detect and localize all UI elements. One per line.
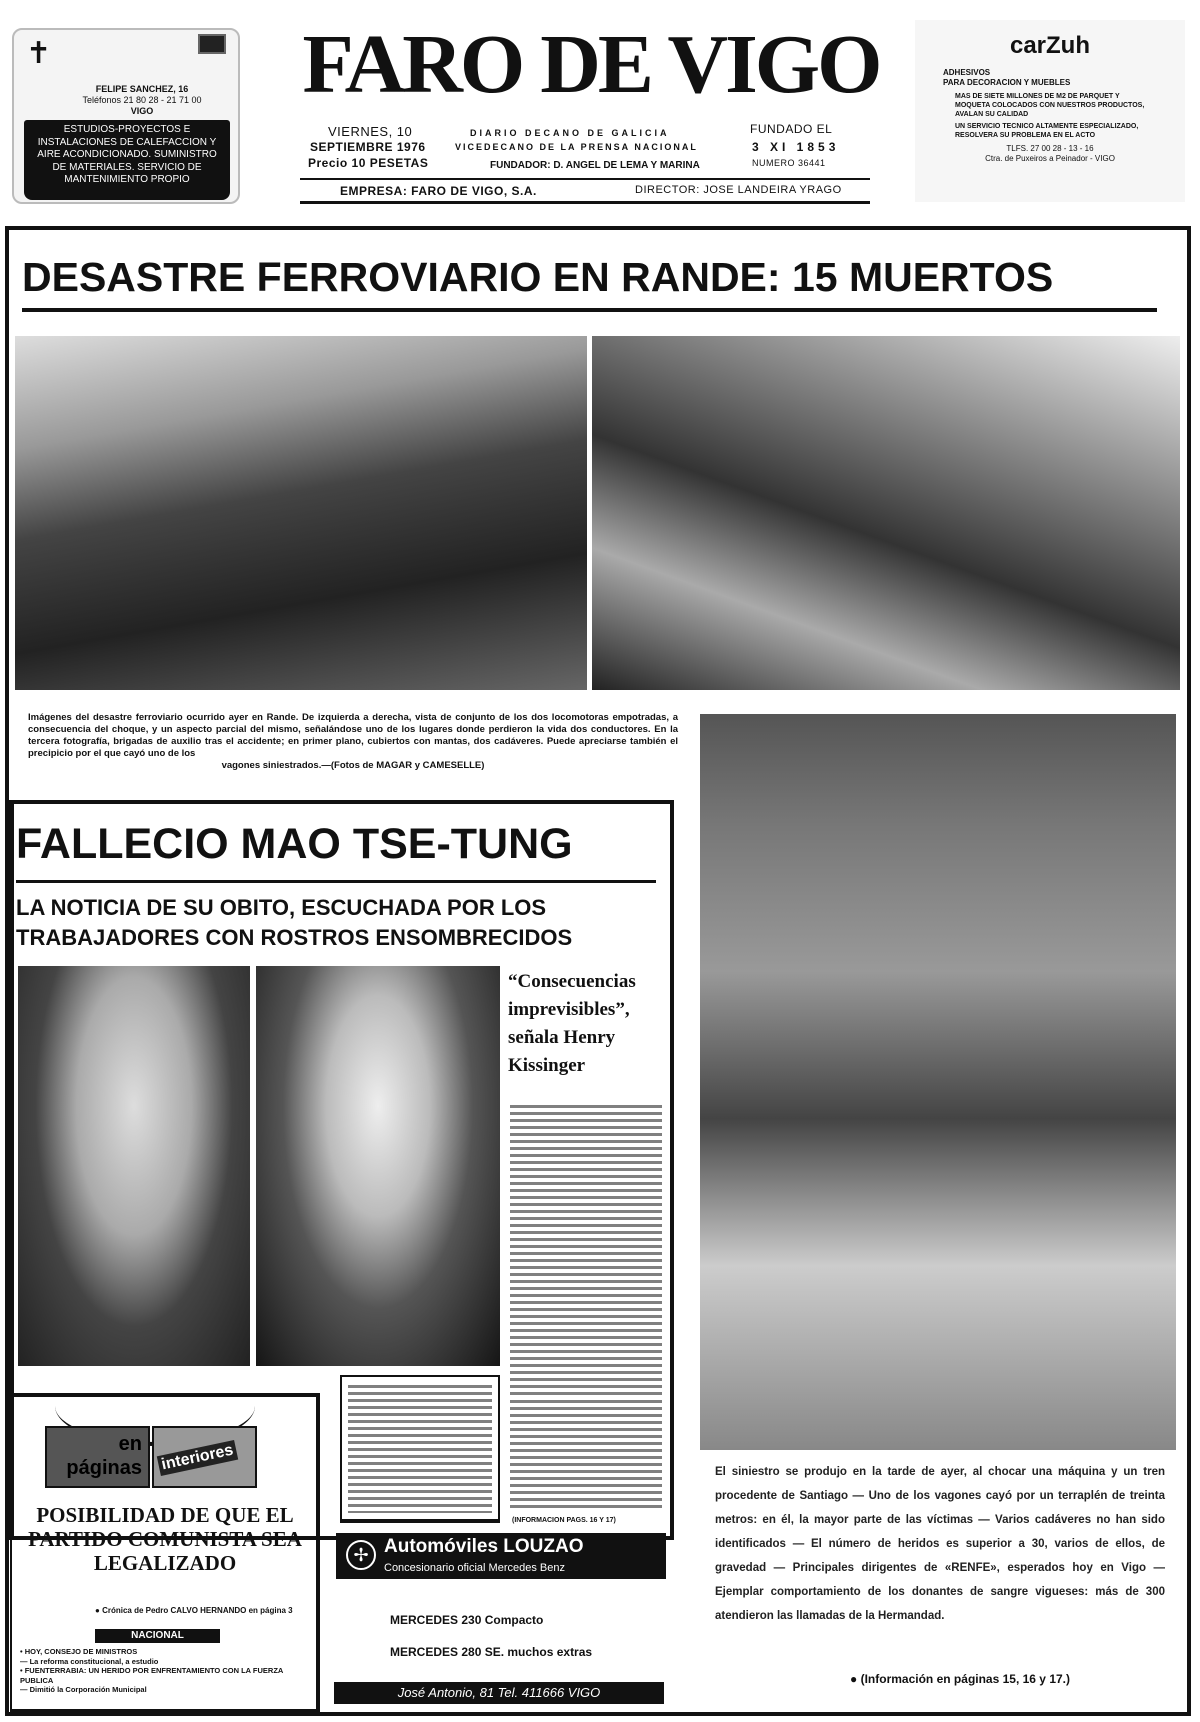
photo-caption	[28, 712, 678, 772]
reference-text: (Información en páginas 15, 16 y 17.)	[860, 1672, 1070, 1686]
price: Precio 10 PESETAS	[308, 156, 429, 170]
book-right-page	[152, 1426, 257, 1488]
header-rule	[300, 201, 870, 204]
rande-summary: El siniestro se produjo en la tarde de ayer, al chocar una máquina y un tren procedente de Santiago — Uno de los vagones cayó por un terraplén de treinta metros: en él, la mayor parte de las víctimas — Varios cadáveres no han sido identificados — El número de heridos es superior a 30, varios de ellos, de gravedad — Principales dirigentes de «RENFE», esperados hoy en Vigo — Ejemplar comportamiento de los donantes de sangre vigueses: más de 300 atendieron las llamadas de la Hermandad.	[715, 1466, 1165, 1622]
interior-headline: POSIBILIDAD DE QUE EL PARTIDO COMUNISTA SEA LEGALIZADO	[28, 1503, 302, 1575]
inset-body-text	[348, 1385, 492, 1513]
portrait-hua	[256, 966, 500, 1366]
list-item: — Dimitió la Corporación Municipal	[20, 1685, 147, 1694]
book-left-label: en páginas	[45, 1426, 150, 1488]
caption-text: Imágenes del desastre ferroviario ocurrido ayer en Rande. De izquierda a derecha, vista de conjunto de los dos locomotoras empotradas, a consecuencia del choque, y un aspecto parcial del mismo, señalándose uno de los lugares donde perdieron la vida dos conductores. En la tercera fotografía, brigadas de auxilio tras el accidente; en primer plano, cubiertos con mantas, dos cadáveres. Puede apreciarse también el precipicio por el que cayó uno de los	[28, 712, 678, 759]
mao-page-reference: (INFORMACION PAGS. 16 Y 17)	[512, 1517, 616, 1524]
photo-rescue-crews	[700, 714, 1176, 1450]
mercedes-star-icon: ✢	[346, 1540, 376, 1570]
ad-offer: MERCEDES 280 SE. muchos extras	[390, 1645, 593, 1659]
ad-louzao-banner	[336, 1533, 666, 1579]
mao-subheadline	[16, 893, 661, 953]
ad-louzao-address: José Antonio, 81 Tel. 411666 VIGO	[334, 1682, 664, 1704]
ad-address	[54, 84, 230, 117]
ad-line: ADHESIVOS	[943, 68, 991, 77]
list-item: • FUENTERRABIA: UN HERIDO POR ENFRENTAMIENTO CON LA FUERZA PUBLICA	[20, 1666, 284, 1685]
list-item: — La reforma constitucional, a estudio	[20, 1656, 159, 1666]
header-rule	[300, 178, 870, 180]
founded-label: FUNDADO EL	[750, 122, 833, 136]
ad-body: MAS DE SIETE MILLONES DE M2 DE PARQUET Y MOQUETA COLOCADOS CON NUESTROS PRODUCTOS, AVALAN SU CALIDAD	[955, 93, 1145, 118]
masthead: FARO DE VIGO	[302, 18, 880, 111]
subhead-line: TRABAJADORES CON ROSTROS ENSOMBRECIDOS	[16, 925, 573, 950]
headline-rule	[22, 308, 1157, 312]
headline-rule	[16, 880, 656, 883]
company: EMPRESA: FARO DE VIGO, S.A.	[340, 184, 537, 198]
caption-credit: vagones siniestrados.—(Fotos de MAGAR y CAMESELLE)	[221, 760, 485, 771]
mao-headline: FALLECIO MAO TSE-TUNG	[16, 820, 573, 868]
issue-number: NUMERO 36441	[752, 158, 826, 168]
founder: FUNDADOR: D. ANGEL DE LEMA Y MARINA	[490, 160, 700, 171]
list-item: • HOY, CONSEJO DE MINISTROS	[20, 1647, 138, 1656]
ad-heating-services	[12, 28, 240, 204]
ad-louzao-name: Automóviles LOUZAO	[384, 1536, 584, 1557]
ad-offer: MERCEDES 230 Compacto	[390, 1613, 544, 1627]
date-day: VIERNES, 10	[328, 124, 413, 139]
organ-line-1: DIARIO DECANO DE GALICIA	[470, 128, 670, 138]
ad-carzuh	[915, 20, 1185, 202]
director: DIRECTOR: JOSE LANDEIRA YRAGO	[635, 184, 842, 196]
photo-derailed-locomotives	[15, 336, 587, 690]
ad-line: PARA DECORACION Y MUEBLES	[943, 78, 1071, 87]
rande-page-reference: ● (Información en páginas 15, 16 y 17.)	[850, 1672, 1070, 1686]
rande-headline: DESASTRE FERROVIARIO EN RANDE: 15 MUERTOS	[22, 254, 1054, 300]
founded-date: 3 XI 1853	[752, 140, 840, 154]
calvo-text: Crónica de Pedro CALVO HERNANDO en página 3	[102, 1606, 293, 1615]
book-right-label: interiores	[157, 1440, 238, 1476]
ad-louzao-tagline: Concesionario oficial Mercedes Benz	[384, 1562, 565, 1574]
photo-wreckage	[592, 336, 1180, 690]
ad-address: Ctra. de Puxeiros a Peinador - VIGO	[985, 154, 1115, 163]
organ-line-2: VICEDECANO DE LA PRENSA NACIONAL	[455, 142, 698, 152]
ad-city: VIGO	[130, 106, 154, 116]
article-body-text	[510, 1400, 662, 1508]
subhead-line: LA NOTICIA DE SU OBITO, ESCUCHADA POR LOS	[16, 895, 547, 920]
article-body-text	[510, 1105, 662, 1395]
section-label-nacional: NACIONAL	[95, 1629, 220, 1643]
national-news-list	[20, 1647, 310, 1695]
logo-badge	[198, 34, 226, 54]
ad-services: ESTUDIOS-PROYECTOS E INSTALACIONES DE CALEFACCION Y AIRE ACONDICIONADO. SUMINISTRO DE MATERIALES. SERVICIO DE MANTENIMIENTO PROPIO	[24, 120, 230, 200]
book-icon	[45, 1406, 275, 1496]
date-month-year: SEPTIEMBRE 1976	[310, 140, 426, 154]
calvo-reference: ● Crónica de Pedro CALVO HERNANDO en página 3	[95, 1606, 293, 1615]
ad-body: UN SERVICIO TECNICO ALTAMENTE ESPECIALIZADO, RESOLVERA SU PROBLEMA EN EL ACTO	[955, 123, 1139, 139]
ad-brand: carZuh	[1009, 32, 1090, 59]
ad-street: FELIPE SANCHEZ, 16	[95, 84, 189, 94]
ad-phone: TLFS. 27 00 28 - 13 - 16	[1006, 144, 1094, 153]
cross-icon: ✝	[26, 37, 52, 70]
ad-phones: Teléfonos 21 80 28 - 21 71 00	[82, 95, 202, 105]
portrait-mao	[18, 966, 250, 1366]
kissinger-headline: “Consecuencias imprevisibles”, señala Henry Kissinger	[508, 971, 636, 1076]
